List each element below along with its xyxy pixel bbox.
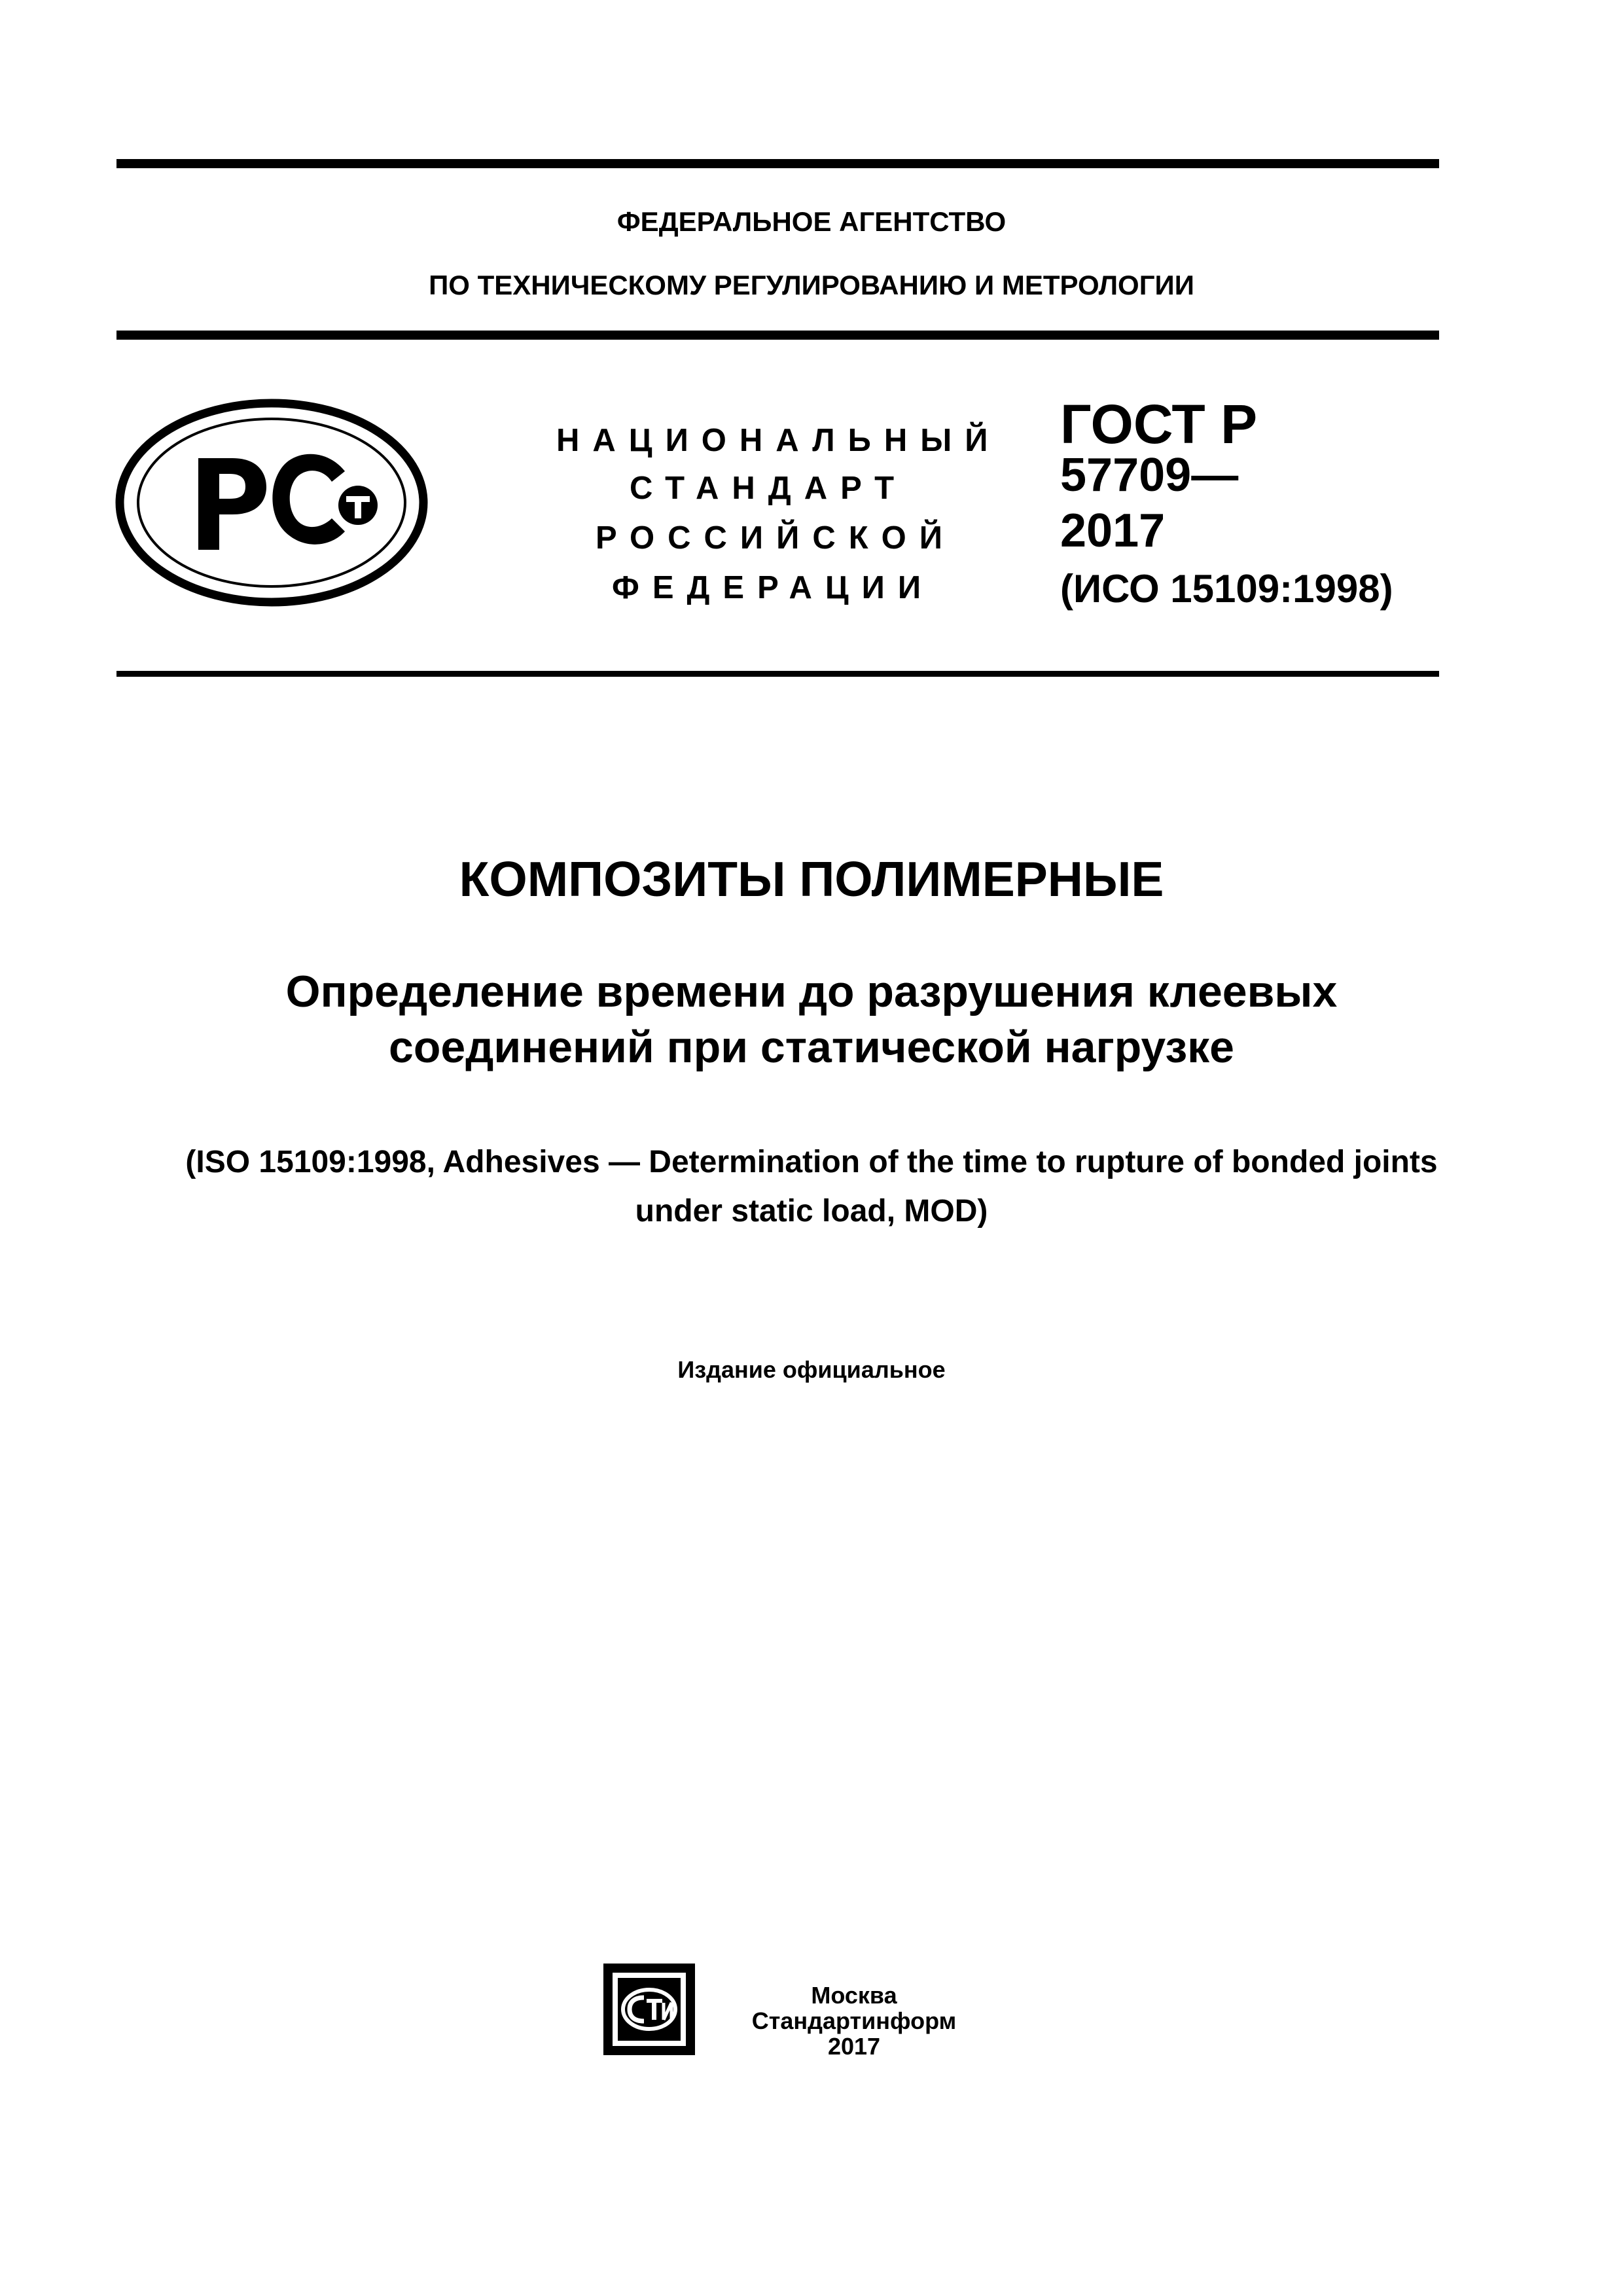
iso-reference-line-1: (ISO 15109:1998, Adhesives — Determination of the time to rupture of bonded joints bbox=[185, 1145, 1438, 1179]
publisher-city: Москва bbox=[811, 1982, 897, 2009]
iso-reference-line-2: under static load, MOD) bbox=[635, 1194, 988, 1229]
standard-type-line-1: НАЦИОНАЛЬНЫЙ bbox=[556, 423, 1001, 458]
standard-type-line-4: ФЕДЕРАЦИИ bbox=[612, 570, 935, 605]
document-subtitle-line-2: соединений при статической нагрузке bbox=[389, 1022, 1234, 1072]
document-title: КОМПОЗИТЫ ПОЛИМЕРНЫЕ bbox=[459, 852, 1164, 906]
top-rule bbox=[116, 159, 1439, 168]
gost-designation-line-2: 57709— bbox=[1060, 449, 1239, 501]
header-bottom-rule bbox=[116, 331, 1439, 340]
gost-designation-line-3: 2017 bbox=[1060, 505, 1166, 557]
standard-type-line-3: РОССИЙСКОЙ bbox=[596, 520, 955, 556]
designation-bottom-rule bbox=[116, 671, 1439, 677]
document-subtitle-line-1: Определение времени до разрушения клеевых bbox=[285, 967, 1338, 1016]
gost-designation-line-4: (ИСО 15109:1998) bbox=[1060, 567, 1393, 611]
sti-logo-icon bbox=[603, 1964, 695, 2055]
agency-line-2: ПО ТЕХНИЧЕСКОМУ РЕГУЛИРОВАНИЮ И МЕТРОЛОГИИ bbox=[429, 270, 1194, 300]
agency-line-1: ФЕДЕРАЛЬНОЕ АГЕНТСТВО bbox=[616, 206, 1007, 237]
publisher-name: Стандартинформ bbox=[751, 2007, 957, 2034]
standard-type-line-2: СТАНДАРТ bbox=[630, 471, 908, 506]
publisher-year: 2017 bbox=[827, 2033, 881, 2060]
edition-label: Издание официальное bbox=[677, 1356, 946, 1383]
gost-designation-line-1: ГОСТ Р bbox=[1060, 393, 1258, 455]
rst-mark-icon bbox=[115, 398, 429, 607]
